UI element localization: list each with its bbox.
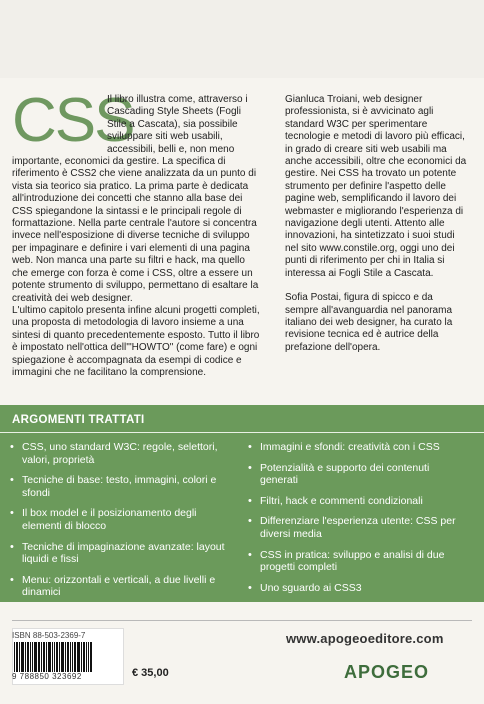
author-2-bio: Sofia Postai, figura di spicco e da sempre all'avanguardia nel panorama italiano dei web designer, ha curato la revisione tecnica ed è autrice della prefazione dell'opera. <box>285 292 453 353</box>
topic-item <box>10 507 230 532</box>
bullet-icon: • <box>10 441 14 453</box>
bullet-icon: • <box>10 540 14 553</box>
topics-left-column <box>10 441 230 607</box>
bullet-icon: • <box>248 548 252 561</box>
topics-right-column <box>248 441 468 602</box>
topic-item <box>10 574 230 599</box>
topic-text: Tecniche di base: testo, immagini, colori e sfondi <box>22 474 217 499</box>
publisher-website: www.apogeoeditore.com <box>286 631 444 646</box>
topic-text: Uno sguardo ai CSS3 <box>260 581 362 594</box>
topic-text: Differenziare l'esperienza utente: CSS per diversi media <box>260 515 456 540</box>
topic-item <box>10 474 230 499</box>
barcode-icon <box>14 642 118 672</box>
price: € 35,00 <box>132 667 169 679</box>
barcode-number: 9 788850 323692 <box>12 672 82 681</box>
author-1-bio: Gianluca Troiani, web designer professionista, si è avvicinato agli standard W3C per sperimentare tecnologie e metodi di lavoro più efficaci, in grado di creare siti web usabili ma anche accessibili, oltre che economici da gestire. Nei CSS ha trovato un potente strumento per definire l'aspetto delle pagine web, semplificando il lavoro dei webmaster e migliorando l'esperienza di navigazione degli utenti. Attento alle innovazioni, ha sintetizzato i suoi studi nel sito www.constile.org, oggi uno dei punti di riferimento per chi in Italia si interessa ai Fogli Stile a Cascata. <box>285 94 467 279</box>
topic-text: Menu: orizzontali e verticali, a due livelli e dinamici <box>22 573 216 599</box>
bullet-icon: • <box>248 515 252 528</box>
topic-item <box>248 582 468 595</box>
bullet-icon: • <box>248 461 252 474</box>
bullet-icon: • <box>10 507 14 520</box>
topic-text: Il box model e il posizionamento degli elementi di blocco <box>22 507 197 532</box>
top-band <box>0 0 484 78</box>
bullet-icon: • <box>248 441 252 453</box>
topic-item <box>248 495 468 508</box>
logo-spacer <box>12 94 107 148</box>
isbn-label: ISBN 88-503-2369-7 <box>12 631 86 640</box>
topic-item <box>10 541 230 566</box>
bullet-icon: • <box>10 573 14 586</box>
bullet-icon: • <box>10 474 14 487</box>
intro-text <box>12 94 262 379</box>
publisher-logo: APOGEO <box>344 662 430 682</box>
bottom-divider <box>12 620 472 621</box>
css-logo: CSS <box>12 86 134 155</box>
topic-item <box>248 515 468 540</box>
section-title: ARGOMENTI TRATTATI <box>12 414 145 426</box>
topic-item <box>248 462 468 487</box>
topic-text: CSS in pratica: sviluppo e analisi di due progetti completi <box>260 548 445 574</box>
intro-paragraph-2: L'ultimo capitolo presenta infine alcuni progetti completi, una proposta di metodologia di lavoro insieme a una sintesi di quanto precedentemente esposto. Tutto il libro è impostato nell'ottica dell'"HOWTO" (come fare) e ogni spiegazione è accompagnata da esempi di codice e immagini che ne facilitano la comprensione. <box>12 304 260 378</box>
intro-paragraph-1: Il libro illustra come, attraverso i Cascading Style Sheets (Fogli Stile a Cascata), sia possibile sviluppare siti web usabili, accessibili, belli e, non meno importante, economici da gestire. La specifica di riferimento è CSS2 che viene analizzata da un punto di vista sia teorico sia pratico. La prima parte è dedicata all'introduzione dei concetti che stanno alla base dei CSS spiegandone la sintassi e le principali regole di formattazione. Nella parte centrale l'autore si concentra invece nell'esposizione di diverse tecniche di sviluppo per impaginare e definire i vari elementi di una pagina web. Non manca una parte su filtri e hack, ma quello che emerge con forza è come i CSS, oltre a essere un potente strumento di sviluppo, permettano di esaltare la creatività dei web designer. <box>12 94 259 304</box>
bullet-icon: • <box>248 581 252 594</box>
section-divider <box>0 432 484 433</box>
topic-text: Potenzialità e supporto dei contenuti generati <box>260 461 430 487</box>
topic-item <box>248 549 468 574</box>
bullet-icon: • <box>248 494 252 507</box>
topic-text: CSS, uno standard W3C: regole, selettori, valori, proprietà <box>22 441 218 466</box>
author-bios <box>285 94 467 366</box>
topic-text: Tecniche di impaginazione avanzate: layout liquidi e fissi <box>22 540 225 566</box>
topics-section <box>0 405 484 602</box>
topic-text: Filtri, hack e commenti condizionali <box>260 494 423 507</box>
topic-item <box>10 441 230 466</box>
topic-item <box>248 441 468 454</box>
topic-text: Immagini e sfondi: creatività con i CSS <box>260 441 440 453</box>
